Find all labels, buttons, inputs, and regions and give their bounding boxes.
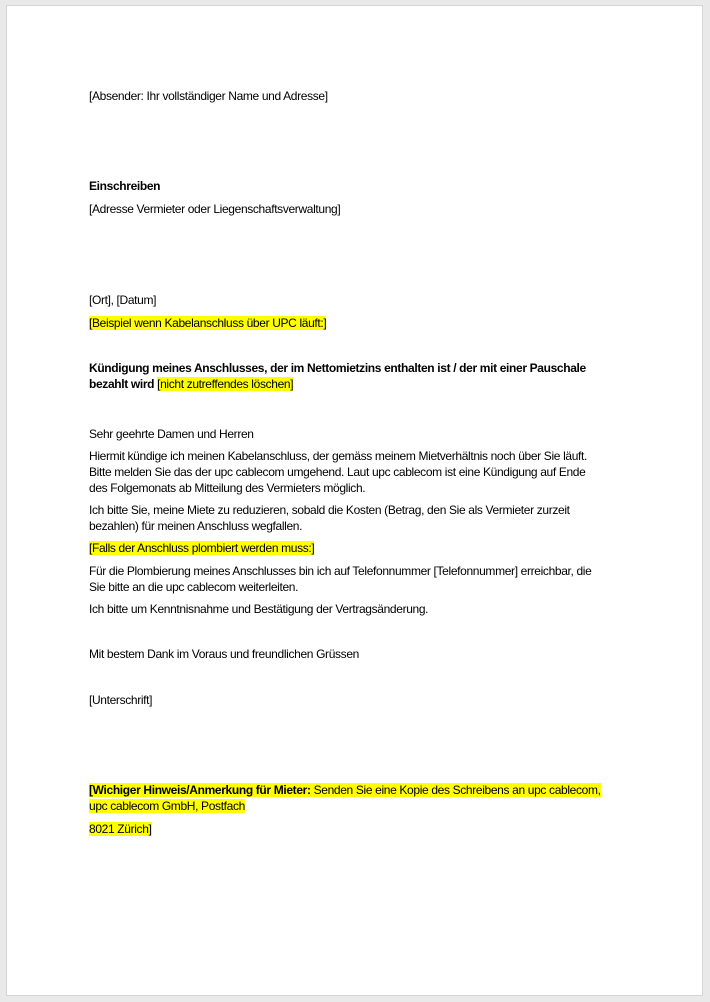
paragraph-1-line-1: Hiermit kündige ich meinen Kabelanschluss, der gemäss meinem Mietverhältnis noch über Sie läuft. xyxy=(89,449,587,463)
tenant-hint-city: 8021 Zürich] xyxy=(89,822,152,836)
sealed-note-line xyxy=(89,541,629,557)
paragraph-1-line-2: Bitte melden Sie das der upc cablecom umgehend. Laut upc cablecom ist eine Kündigung auf Ende xyxy=(89,465,586,479)
subject-delete-note: [nicht zutreffendes löschen] xyxy=(157,377,294,391)
paragraph-2-line-2: bezahlen) für meinen Anschluss wegfallen. xyxy=(89,519,303,533)
document-page xyxy=(6,5,703,996)
closing-greeting: Mit bestem Dank im Voraus und freundlichen Grüssen xyxy=(89,647,359,661)
paragraph-3-line-1: Für die Plombierung meines Anschlusses bin ich auf Telefonnummer [Telefonnummer] erreichbar, die xyxy=(89,564,592,578)
example-note-line xyxy=(89,316,629,332)
subject-line-1: Kündigung meines Anschlusses, der im Nettomietzins enthalten ist / der mit einer Pauschale xyxy=(89,361,586,375)
registered-mail-label: Einschreiben xyxy=(89,179,161,193)
subject-line-2-text: bezahlt wird xyxy=(89,377,158,391)
paragraph-1-line-3: des Folgemonats ab Mitteilung des Vermieters möglich. xyxy=(89,481,366,495)
tenant-hint-line-3 xyxy=(89,822,629,838)
tenant-hint-line-2 xyxy=(89,799,629,815)
example-note: [Beispiel wenn Kabelanschluss über UPC läuft:] xyxy=(89,316,327,330)
tenant-hint-address: upc cablecom GmbH, Postfach xyxy=(89,799,245,813)
paragraph-3-line-2: Sie bitte an die upc cablecom weiterleiten. xyxy=(89,580,299,594)
tenant-hint-text: Senden Sie eine Kopie des Schreibens an upc cablecom, xyxy=(310,783,601,797)
tenant-hint-label: [Wichiger Hinweis/Anmerkung für Mieter: xyxy=(89,783,311,797)
sealed-note: [Falls der Anschluss plombiert werden muss:] xyxy=(89,541,315,555)
recipient-address-placeholder: [Adresse Vermieter oder Liegenschaftsverwaltung] xyxy=(89,202,341,216)
place-date-placeholder: [Ort], [Datum] xyxy=(89,293,157,307)
signature-placeholder: [Unterschrift] xyxy=(89,693,153,707)
subject-line-2 xyxy=(89,377,629,393)
sender-placeholder: [Absender: Ihr vollständiger Name und Adresse] xyxy=(89,89,328,103)
paragraph-2-line-1: Ich bitte Sie, meine Miete zu reduzieren, sobald die Kosten (Betrag, den Sie als Vermieter zurzeit xyxy=(89,503,570,517)
salutation: Sehr geehrte Damen und Herren xyxy=(89,427,254,441)
paragraph-4: Ich bitte um Kenntnisnahme und Bestätigung der Vertragsänderung. xyxy=(89,602,429,616)
tenant-hint-line-1 xyxy=(89,783,629,799)
